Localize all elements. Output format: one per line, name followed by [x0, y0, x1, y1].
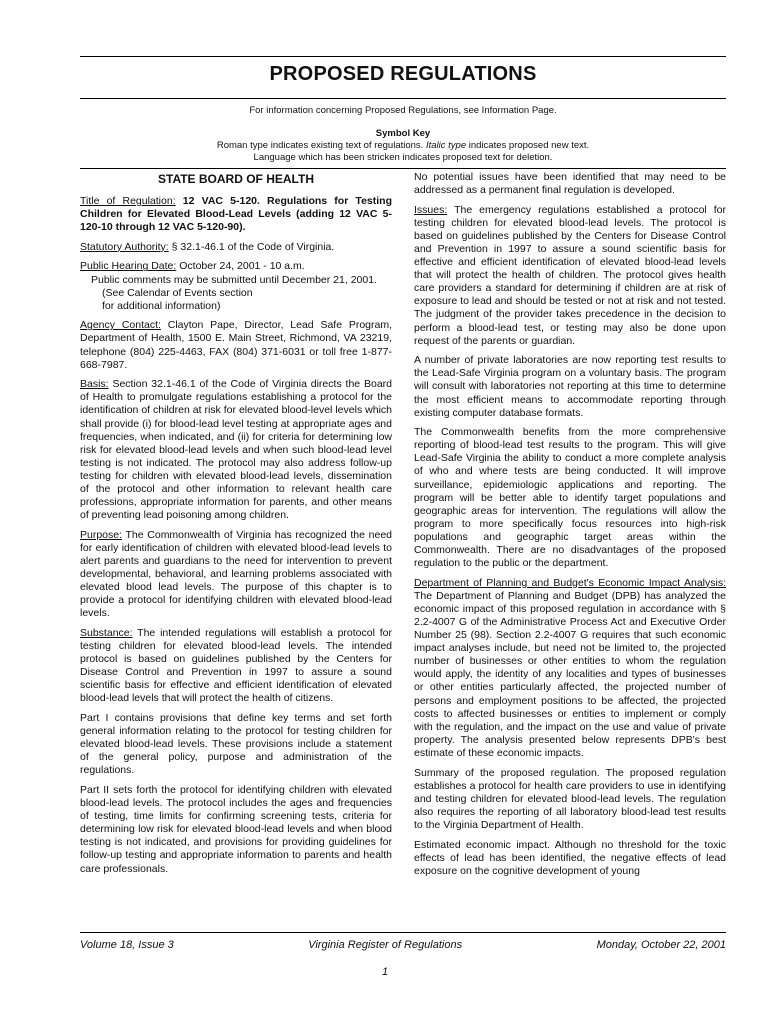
footer-publication: Virginia Register of Regulations: [308, 939, 463, 951]
board-heading: STATE BOARD OF HEALTH: [158, 172, 314, 186]
page-title: PROPOSED REGULATIONS: [269, 63, 537, 85]
header-mid-rule: [80, 98, 726, 99]
page-footer: [80, 932, 726, 951]
part-one: Part I contains provisions that define key terms and set forth general information relating to the protocol for testing children for elevated blood-lead levels. These provisions include a statement of the general policy, purpose and administration of the regulations.: [80, 711, 392, 777]
footer-volume: Volume 18, Issue 3: [80, 939, 174, 951]
symbol-key-line-1: [80, 140, 726, 152]
symbol-key-roman: Roman type indicates existing text of regulations.: [216, 140, 424, 151]
header-bottom-rule: [80, 168, 726, 169]
statutory-authority: Statutory Authority: § 32.1-46.1 of the Code of Virginia.: [80, 240, 335, 253]
symbol-key-new-text: indicates proposed new text.: [468, 140, 590, 151]
estimated-impact: Estimated economic impact. Although no threshold for the toxic effects of lead has been identified, the negative effects of lead exposure on the cognitive development of young: [414, 838, 726, 877]
page-number: 1: [381, 966, 389, 978]
symbol-key: [80, 128, 726, 164]
substance: Substance: The intended regulations will establish a protocol for testing children for elevated blood-lead levels. The intended protocol is based on guidelines published by the Centers for Disease Control and Prevention in 1997 to assure a sound scientific basis for effective and efficient identification of elevated blood-lead levels that will protect the health of citizens.: [80, 626, 393, 705]
symbol-key-italic: Italic type: [425, 140, 467, 151]
two-column-body: [80, 171, 726, 884]
purpose: Purpose: The Commonwealth of Virginia has recognized the need for early identification of children with elevated blood-lead levels to alert parents and guardians to the need for intervention to prevent developmental, behavioral, and learning problems associated with elevated blood lead levels. The purpose of this chapter is to provide a protocol for identifying children with elevated blood-lead levels.: [80, 528, 393, 620]
commonwealth-benefits: The Commonwealth benefits from the more comprehensive reporting of blood-lead test results to the program. This will give Lead-Safe Virginia the ability to conduct a more complete analysis of who and where tests are being conducted. It will improve surveillance, epidemiologic applications and reporting. The program will be better able to identify target populations and geographic areas for intervention. The regulations will allow the program to more specifically focus resources into high-risk populations and geographic target areas within the Commonwealth. There are no disadvantages of the proposed regulation to the public or the department.: [414, 426, 726, 570]
header-top-rule: [80, 56, 726, 57]
title-of-regulation: Title of Regulation: 12 VAC 5-120. Regulations for Testing Children for Elevated Blood-Lead Levels (adding 12 VAC 5-120-10 through 12 VAC 5-120-90).: [80, 195, 392, 234]
public-comments: Public comments may be submitted until December 21, 2001.: [91, 273, 377, 286]
calendar-note-2: for additional information): [102, 299, 221, 312]
symbol-key-line-2: Language which has been stricken indicates proposed text for deletion.: [253, 152, 553, 163]
private-laboratories: A number of private laboratories are now reporting test results to the Lead-Safe Virginia program on a voluntary basis. The program will consult with laboratories not reporting at this time to determine the most efficient means to accommodate reporting through existing computer database formats.: [414, 354, 726, 419]
footer-date: Monday, October 22, 2001: [596, 939, 726, 951]
part-two: Part II sets forth the protocol for identifying children with elevated blood-lead levels. The protocol includes the ages and frequencies of testing, time limits for confirming screening tests, criteria for determining low risk for elevated blood-lead levels and when blood testing is not indicated, and provisions for providing guidelines for follow-up testing and appropriate information to parents and health care professionals.: [80, 783, 392, 875]
potential-issues: No potential issues have been identified that may need to be addressed as a permanent final regulation is developed.: [414, 171, 726, 197]
dpb-analysis: Department of Planning and Budget's Economic Impact Analysis: The Department of Planning and Budget (DPB) has analyzed the economic impact of this proposed regulation in accordance with § 2.2-4007 G of the Administrative Process Act and Executive Order Number 25 (98). Section 2.2-4007 G requires that such economic impact analyses include, but need not be limited to, the projected number of businesses or other entities to whom the regulation would apply, the identity of any localities and types of businesses or other entities particularly affected, the projected number of persons and employment positions to be affected, the projected costs to affected businesses or entities to implement or comply with the regulation, and the impact on the use and value of private property. The analysis presented below represents DPB's best estimate of these economic impacts.: [414, 576, 726, 759]
page-header: [80, 56, 726, 884]
left-column: [80, 171, 392, 884]
info-note: For information concerning Proposed Regulations, see Information Page.: [249, 105, 557, 116]
symbol-key-title: Symbol Key: [375, 128, 431, 139]
issues: Issues: The emergency regulations established a protocol for testing children for elevated blood-lead levels. The protocol is based on guidelines published by the Centers for Disease Control and Prevention in 1997 to assure a sound scientific basis for effective and efficient identification of elevated blood-lead levels that will protect the health of children. The protocol gives health care providers a standard for determining if children are at risk of exposure to lead and should be tested or not at risk and not tested. The judgment of the provider takes precedence in the decision to perform a blood-lead test, or testing may also be done upon request of the parents or guardian.: [414, 203, 726, 347]
public-hearing: Public Hearing Date: October 24, 2001 - 10 a.m.: [80, 260, 305, 273]
agency-contact: Agency Contact: Clayton Pape, Director, Lead Safe Program, Department of Health, 1500 E. Main Street, Richmond, VA 23219, telephone (804) 225-4463, FAX (804) 371-6031 or toll free 1-877-668-7987.: [80, 319, 393, 371]
calendar-note: (See Calendar of Events section: [102, 286, 253, 299]
basis: Basis: Section 32.1-46.1 of the Code of Virginia directs the Board of Health to promulgate regulations establishing a protocol for the identification of children at risk for elevated blood-level levels which shall provide (i) for blood-lead level testing at appropriate ages and frequencies, when indicated, and (ii) for criteria for determining low risk for elevated blood-lead levels and when such blood-lead level testing is not indicated. The protocol may also address follow-up testing for children with elevated blood-lead levels, dissemination of the protocol and other information to relevant health care professions, appropriate information for parents, and other means of preventing lead poisoning among children.: [80, 378, 392, 522]
right-column: [414, 171, 726, 884]
summary: Summary of the proposed regulation. The proposed regulation establishes a protocol for health care providers to use in identifying and testing children for elevated blood-lead levels. The regulation also requires the reporting of all laboratory blood-lead test results to the Virginia Department of Health.: [414, 766, 726, 831]
